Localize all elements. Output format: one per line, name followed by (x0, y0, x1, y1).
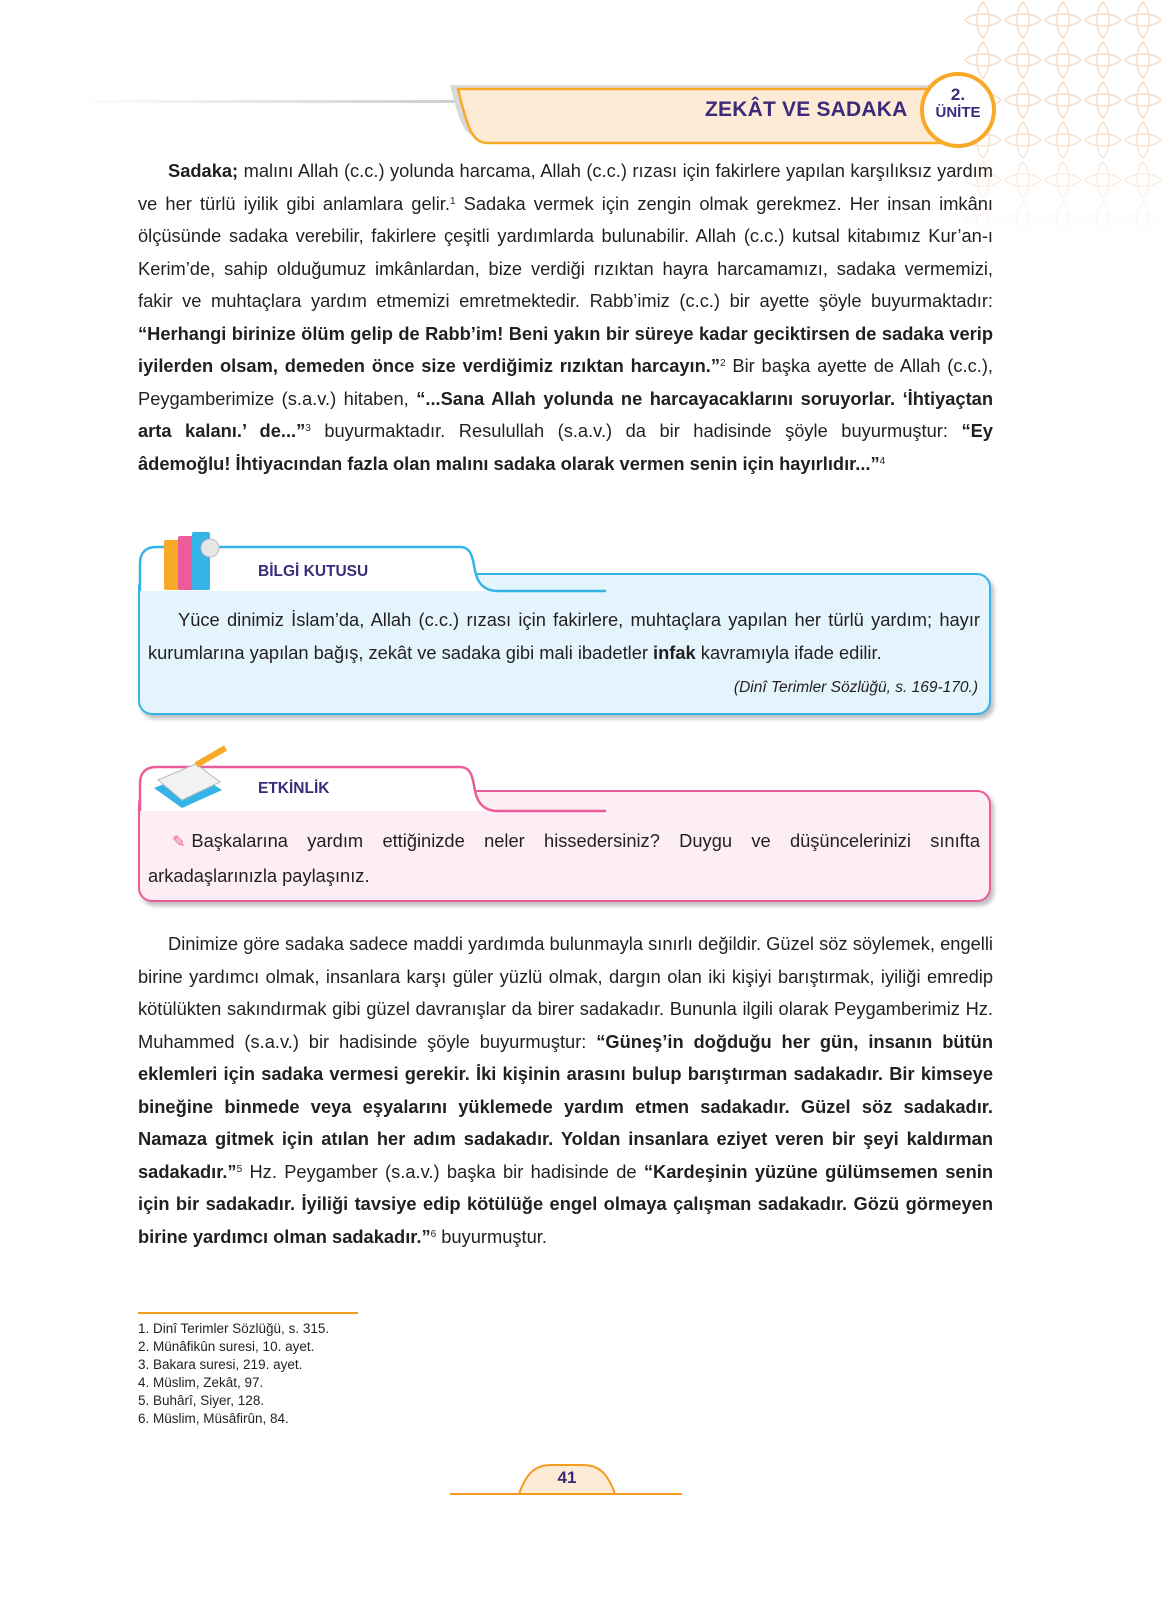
footnote-ref: 4 (879, 455, 886, 467)
page-number: 41 (557, 1468, 577, 1487)
book-pencil-icon (150, 742, 234, 814)
quote: “...Sana Allah yolunda ne harcayacaklarını soruyorlar. ‘İhtiyaçtan arta kalanı.’ de...” (138, 387, 993, 441)
text: malını Allah (c.c.) yolunda harcama, Allah (c.c.) rızası için fakirlere yapılan karşılıksız yardım ve her türlü iyilik gibi anlamlara gelir. (138, 160, 993, 214)
footnotes (138, 1320, 329, 1428)
books-icon (160, 526, 222, 596)
footnote-ref: 5 (236, 1163, 243, 1175)
quote: “Kardeşinin yüzüne gülümsemen senin için bir sadakadır. İyiliği tavsiye edip kötülüğe engel olmaya çalışman sadakadır. Gözü görmeyen birine yardımcı olman sadakadır.” (138, 1160, 993, 1247)
quote: “Herhangi birinize ölüm gelip de Rabb’im! Beni yakın bir süreye kadar geciktirsen de sadaka verip iyilerden olsam, demeden önce size verdiğimiz rızıktan harcayın.” (138, 322, 993, 376)
info-box-citation: (Dinî Terimler Sözlüğü, s. 169-170.) (733, 679, 978, 696)
footnote: 4. Müslim, Zekât, 97. (138, 1375, 264, 1390)
footnote-ref: 2 (720, 358, 726, 369)
footnote-ref: 3 (305, 423, 311, 434)
text: Bir başka ayette de Allah (c.c.), Peygamberimize (s.a.v.) hitaben, (138, 355, 993, 409)
quote: “Güneş’in doğduğu her gün, insanın bütün eklemleri için sadaka vermesi gerekir. İki kişinin arasını bulup barıştırman sadakadır. Bir kimseye bineğine binmede veya eşyalarını yüklemede yardım etmen sadakadır. Güzel söz sadakadır. Namaza gitmek için atılan her adım sadakadır. Yoldan insanlara eziyet veren bir şeyi kaldırman sadakadır.” (138, 1030, 993, 1182)
paragraph-sadaka (138, 155, 993, 480)
footnote: 1. Dinî Terimler Sözlüğü, s. 315. (138, 1321, 330, 1336)
pencil-icon: ✎ (172, 834, 186, 851)
text: buyurmaktadır. Resulullah (s.a.v.) da bir hadisinde şöyle buyurmuştur: (310, 420, 962, 441)
activity-text (148, 824, 980, 892)
text: Dinimize göre sadaka sadece maddi yardımda bulunmayla sınırlı değildir. Güzel söz söylemek, engelli birine yardımcı olmak, insanlara karşı güler yüzlü olmak, dargın olan iki kişiyi barıştırmak, iyiliği emredip kötülükten sakındırmak gibi güzel davranışlar da birer sadakadır. Bununla ilgili olarak Peygamberimiz Hz. Muhammed (s.a.v.) bir hadisinde şöyle buyurmuştur: (138, 933, 993, 1052)
info-box-title: BİLGİ KUTUSU (258, 563, 369, 580)
unit-badge (920, 72, 996, 148)
quote: “Ey âdemoğlu! İhtiyacından fazla olan malını sadaka olarak vermen senin için hayırlıdır...” (138, 420, 993, 474)
header-rule (70, 100, 490, 103)
activity-title: ETKİNLİK (258, 780, 330, 797)
footnote-ref: 1 (449, 195, 456, 207)
term-infak: infak (653, 642, 696, 663)
text: Sadaka vermek için zengin olmak gerekmez. Her insan imkânı ölçüsünde sadaka verebilir, fakirlere çeşitli yardımlarda bulunabilir. Allah (c.c.) kutsal kitabımız Kur’an-ı Kerim’de, sahip olduğumuz imkânlardan, bize verdiği rızıktan hayra harcamamızı, sadaka vermemizi, fakir ve muhtaçlara yardım etmemizi emretmektedir. Rabb’imiz (c.c.) bir ayette şöyle buyurmaktadır: (138, 192, 993, 311)
paragraph-sadaka-types (138, 928, 993, 1253)
term-sadaka: Sadaka; (168, 160, 239, 181)
text: Hz. Peygamber (s.a.v.) başka bir hadisinde de (242, 1160, 644, 1182)
text: kavramıyla ifade edilir. (695, 642, 882, 663)
footnote: 3. Bakara suresi, 219. ayet. (138, 1357, 303, 1372)
text: Yüce dinimiz İslam’da, Allah (c.c.) rızası için fakirlere, muhtaçlara yapılan her türlü yardım; hayır kurumlarına yapılan bağış, zekât ve sadaka gibi mali ibadetler (148, 609, 980, 663)
unit-number: 2. (950, 85, 966, 104)
footnote-ref: 6 (430, 1228, 437, 1240)
unit-title: ZEKÂT VE SADAKA (705, 98, 908, 121)
footnote-rule (138, 1312, 358, 1314)
footnote: 6. Müslim, Müsâfirûn, 84. (138, 1411, 289, 1426)
text: buyurmuştur. (436, 1225, 547, 1247)
unit-label: ÜNİTE (935, 104, 981, 121)
info-box-text (148, 603, 980, 669)
text: Başkalarına yardım ettiğinizde neler hissedersiniz? Duygu ve düşüncelerinizi sınıfta arkadaşlarınızla paylaşınız. (148, 830, 980, 886)
footnote: 5. Buhârî, Siyer, 128. (138, 1393, 265, 1408)
footnote: 2. Münâfikûn suresi, 10. ayet. (138, 1339, 315, 1354)
